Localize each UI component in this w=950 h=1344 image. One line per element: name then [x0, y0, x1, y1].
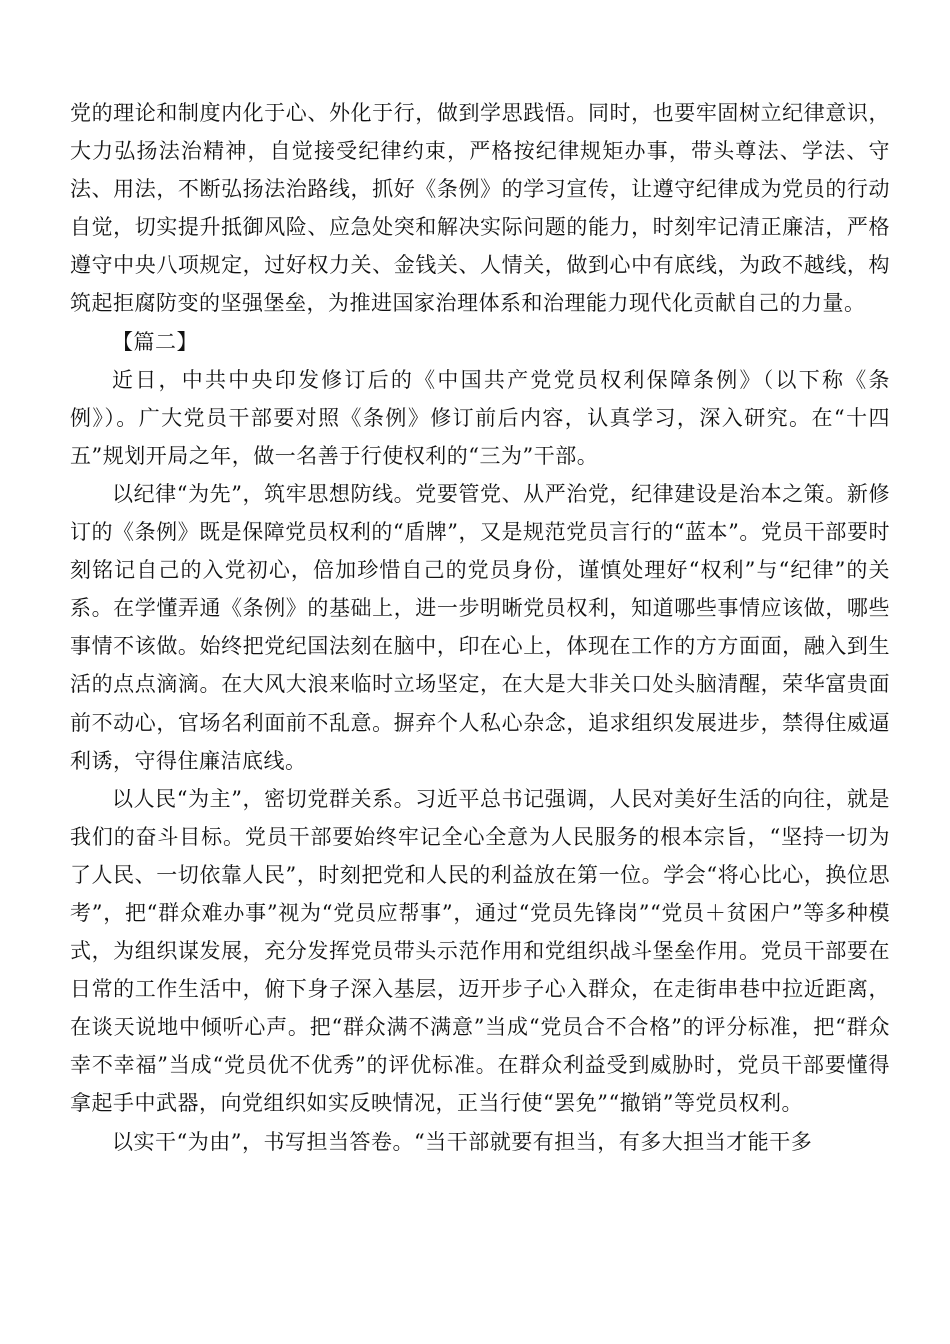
paragraph-hard-work: 以实干“为由”，书写担当答卷。“当干部就要有担当，有多大担当才能干多 [112, 1129, 813, 1154]
paragraph-intro: 近日，中共中央印发修订后的《中国共产党党员权利保障条例》（以下称《条例》）。广大党员干部要对照《条例》修订前后内容，认真学习，深入研究。在“十四五”规划开局之年，做一名善于行使权利的“三为”干部。 [70, 367, 890, 468]
document-page [70, 94, 890, 1161]
continuation-paragraph: 党的理论和制度内化于心、外化于行，做到学思践悟。同时，也要牢固树立纪律意识，大力弘扬法治精神，自觉接受纪律约束，严格按纪律规矩办事，带头尊法、学法、守法、用法，不断弘扬法治路线，抓好《条例》的学习宣传，让遵守纪律成为党员的行动自觉，切实提升抵御风险、应急处突和解决实际问题的能力，时刻牢记清正廉洁，严格遵守中央八项规定，过好权力关、金钱关、人情关，做到心中有底线，为政不越线，构筑起拒腐防变的坚强堡垒，为推进国家治理体系和治理能力现代化贡献自己的力量。 [70, 101, 890, 316]
paragraph-people-first: 以人民“为主”，密切党群关系。习近平总书记强调，人民对美好生活的向往，就是我们的奋斗目标。党员干部要始终牢记全心全意为人民服务的根本宗旨，“坚持一切为了人民、一切依靠人民”，时刻把党和人民的利益放在第一位。学会“将心比心，换位思考”，把“群众难办事”视为“党员应帮事”，通过“党员先锋岗”“党员＋贫困户”等多种模式，为组织谋发展，充分发挥党员带头示范作用和党组织战斗堡垒作用。党员干部要在日常的工作生活中，俯下身子深入基层，迈开步子心入群众，在走街串巷中拉近距离，在谈天说地中倾听心声。把“群众满不满意”当成“党员合不合格”的评分标准，把“群众幸不幸福”当成“党员优不优秀”的评优标准。在群众利益受到威胁时，党员干部要懂得拿起手中武器，向党组织如实反映情况，正当行使“罢免”“撤销”等党员权利。 [70, 786, 890, 1116]
section-heading-part-two: 【篇二】 [112, 329, 198, 354]
paragraph-discipline-first: 以纪律“为先”，筑牢思想防线。党要管党、从严治党，纪律建设是治本之策。新修订的《条例》既是保障党员权利的“盾牌”，又是规范党员言行的“蓝本”。党员干部要时刻铭记自己的入党初心，倍加珍惜自己的党员身份，谨慎处理好“权利”与“纪律”的关系。在学懂弄通《条例》的基础上，进一步明晰党员权利，知道哪些事情应该做，哪些事情不该做。始终把党纪国法刻在脑中，印在心上，体现在工作的方方面面，融入到生活的点点滴滴。在大风大浪来临时立场坚定，在大是大非关口处头脑清醒，荣华富贵面前不动心，官场名利面前不乱意。摒弃个人私心杂念，追求组织发展进步，禁得住威逼利诱，守得住廉洁底线。 [70, 481, 890, 773]
